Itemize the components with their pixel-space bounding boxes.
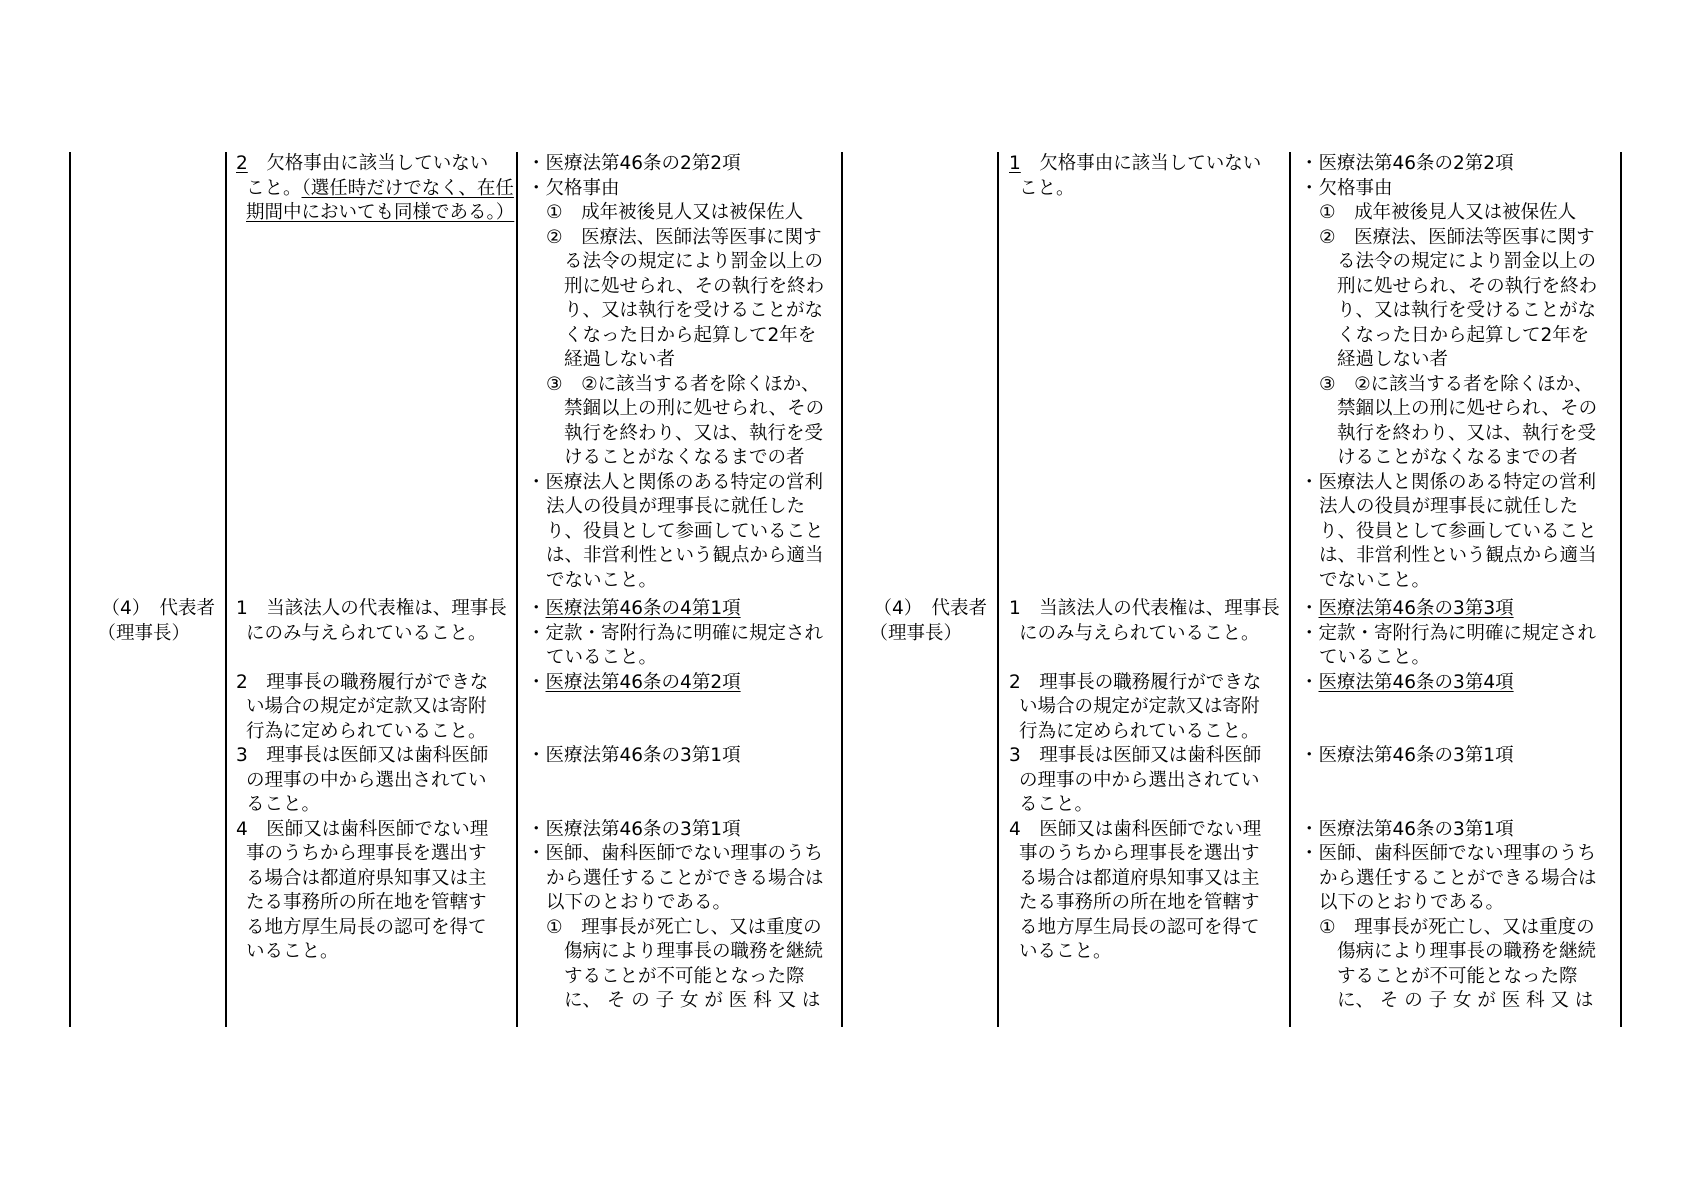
note-bullet: ・医師、歯科医師でない理事のうち: [527, 843, 824, 864]
note-line: に、 そ の 子 女 が 医 科 又 は: [1337, 990, 1594, 1011]
note-line: ていること。: [546, 647, 658, 668]
law-reference-amended: 医療法第46条の3第3項: [1318, 598, 1514, 619]
note-line: することが不可能となった際: [564, 965, 805, 987]
notes-list: ・医療法第46条の3第3項 ・定款・寄附行為に明確に規定され ていること。 ・医療法第46条の3第4項 ・医療法第46条の3第1項 ・医療法第46条の3第1項 ・医師、歯科医師でない理事のうち から選任することができる場合は 以下のとおりである。 ① 理事長が死亡し、又は重度の 傷病により理事長の職務を継続 することが不可能となった際 に、 そ の 子 女 が 医 科 又 は: [1300, 597, 1615, 1014]
law-reference: ・医療法第46条の2第2項: [1300, 153, 1514, 174]
criteria-text: こと。: [1019, 177, 1075, 199]
note-item: ③ ②に該当する者を除くほか、: [1319, 373, 1593, 395]
note-line: は、非営利性という観点から適当: [1319, 545, 1597, 566]
criteria-item-3: 3 理事長は医師又は歯科医師 の理事の中から選出されてい ること。: [1009, 745, 1262, 815]
table-border-right: [1620, 152, 1622, 1027]
note-line: 刑に処せられ、その執行を終わ: [564, 275, 825, 297]
criteria-item-4: 4 医師又は歯科医師でない理 事のうちから理事長を選出す る場合は都道府県知事又は主 たる事務所の所在地を管轄す る地方厚生局長の認可を得て いること。: [236, 818, 489, 962]
notes-list: ・医療法第46条の4第1項 ・定款・寄附行為に明確に規定され ていること。 ・医療法第46条の4第2項 ・医療法第46条の3第1項 ・医療法第46条の3第1項 ・医師、歯科医師でない理事のうち から選任することができる場合は 以下のとおりである。 ① 理事長が死亡し、又は重度の 傷病により理事長の職務を継続 することが不可能となった際 に、 そ の 子 女 が 医 科 又 は: [527, 597, 837, 1014]
law-reference-amended: 医療法第46条の3第4項: [1318, 671, 1514, 693]
section-subtitle: （理事長）: [97, 622, 190, 644]
note-line: ていること。: [1319, 647, 1431, 668]
section-number: （4）: [873, 598, 913, 619]
section-number: （4）: [101, 598, 141, 619]
note-line: 刑に処せられ、その執行を終わ: [1337, 275, 1598, 297]
criteria-item-3: 3 理事長は医師又は歯科医師 の理事の中から選出されてい ること。: [236, 745, 489, 815]
note-line: り、役員として参画していること: [1319, 520, 1597, 542]
note-line: る法令の規定により罰金以上の: [1337, 251, 1597, 272]
note-bullet: ・定款・寄附行為に明確に規定され: [527, 622, 824, 644]
note-item: ① 理事長が死亡し、又は重度の: [1319, 916, 1595, 938]
table-border-left: [69, 152, 71, 1027]
note-line: は、非営利性という観点から適当: [546, 545, 824, 566]
law-reference: ・医療法第46条の3第1項: [1300, 745, 1514, 766]
note-line: に、 そ の 子 女 が 医 科 又 は: [564, 990, 821, 1011]
note-line: 禁錮以上の刑に処せられ、その: [1337, 398, 1598, 419]
section-label-representative: [80, 597, 215, 646]
note-heading: ・欠格事由: [1300, 177, 1393, 199]
criteria-disqualification: [1009, 152, 1284, 201]
criteria-item-2: 2 理事長の職務履行ができな い場合の規定が定款又は寄附 行為に定められていること。: [236, 671, 489, 742]
note-line: 法人の役員が理事長に就任した: [1319, 496, 1579, 517]
law-reference: ・医療法第46条の3第1項: [1300, 818, 1514, 840]
note-bullet: ・医師、歯科医師でない理事のうち: [1300, 843, 1597, 864]
column-divider: [225, 152, 227, 1027]
criteria-list: [1009, 597, 1284, 965]
note-line: けることがなくなるまでの者: [564, 447, 805, 468]
criteria-item-4: 4 医師又は歯科医師でない理 事のうちから理事長を選出す る場合は都道府県知事又は主 たる事務所の所在地を管轄す る地方厚生局長の認可を得て いること。: [1009, 818, 1262, 962]
note-line: することが不可能となった際: [1337, 965, 1578, 987]
note-line: り、又は執行を受けることがな: [564, 300, 824, 321]
criteria-number: 2: [236, 153, 248, 174]
note-bullet: ・医療法人と関係のある特定の営利: [527, 471, 824, 493]
note-line: でないこと。: [546, 569, 658, 591]
note-item: ② 医療法、医師法等医事に関す: [546, 226, 822, 248]
note-item: ① 理事長が死亡し、又は重度の: [546, 916, 822, 938]
note-line: る法令の規定により罰金以上の: [564, 251, 824, 272]
section-subtitle: （理事長）: [869, 622, 962, 644]
note-line: でないこと。: [1319, 569, 1431, 591]
note-line: から選任することができる場合は: [546, 867, 824, 889]
note-line: けることがなくなるまでの者: [1337, 447, 1578, 468]
note-line: 法人の役員が理事長に就任した: [546, 496, 806, 517]
criteria-item-1: 1 当該法人の代表権は、理事長 にのみ与えられていること。: [1009, 598, 1280, 644]
law-reference: ・医療法第46条の3第1項: [527, 745, 741, 766]
note-heading: ・欠格事由: [527, 177, 620, 199]
note-line: 執行を終わり、又は、執行を受: [564, 422, 824, 444]
law-reference-amended: 医療法第46条の4第2項: [545, 671, 741, 693]
amended-text: （選任時だけでなく、在任: [301, 177, 514, 199]
note-line: 以下のとおりである。: [546, 892, 732, 913]
column-divider: [1289, 152, 1291, 1027]
criteria-disqualification: [236, 152, 515, 226]
criteria-item-2: 2 理事長の職務履行ができな い場合の規定が定款又は寄附 行為に定められていること。: [1009, 671, 1262, 742]
note-line: り、又は執行を受けることがな: [1337, 300, 1597, 321]
notes-disqualification: [1300, 152, 1615, 593]
table-border-right: [841, 152, 843, 1027]
criteria-list: [236, 597, 511, 965]
notes-disqualification: [527, 152, 837, 593]
note-line: 以下のとおりである。: [1319, 892, 1505, 913]
section-title: 代表者: [159, 598, 215, 619]
column-divider: [997, 152, 999, 1027]
note-line: 執行を終わり、又は、執行を受: [1337, 422, 1597, 444]
note-line: から選任することができる場合は: [1319, 867, 1597, 889]
law-reference: ・医療法第46条の3第1項: [527, 818, 741, 840]
section-label-representative: [850, 597, 987, 646]
note-line: くなった日から起算して2年を: [1337, 324, 1590, 346]
criteria-text: 欠格事由に該当していない: [1039, 153, 1262, 174]
note-item: ② 医療法、医師法等医事に関す: [1319, 226, 1595, 248]
note-item: ① 成年被後見人又は被保佐人: [546, 202, 804, 223]
note-item: ① 成年被後見人又は被保佐人: [1319, 202, 1577, 223]
note-line: くなった日から起算して2年を: [564, 324, 817, 346]
law-reference-amended: 医療法第46条の4第1項: [545, 598, 741, 619]
note-line: り、役員として参画していること: [546, 520, 824, 542]
note-line: 傷病により理事長の職務を継続: [1337, 941, 1597, 962]
note-item: ③ ②に該当する者を除くほか、: [546, 373, 820, 395]
note-bullet: ・定款・寄附行為に明確に規定され: [1300, 622, 1597, 644]
note-line: 傷病により理事長の職務を継続: [564, 941, 824, 962]
criteria-text: こと。: [246, 177, 302, 199]
note-bullet: ・医療法人と関係のある特定の営利: [1300, 471, 1597, 493]
law-reference: ・医療法第46条の2第2項: [527, 153, 741, 174]
note-line: 経過しない者: [564, 349, 676, 370]
criteria-number: 1: [1009, 153, 1021, 174]
amended-text: 期間中においても同様である。）: [246, 202, 515, 223]
criteria-text: 欠格事由に該当していない: [266, 153, 489, 174]
note-line: 経過しない者: [1337, 349, 1449, 370]
note-line: 禁錮以上の刑に処せられ、その: [564, 398, 825, 419]
section-title: 代表者: [931, 598, 987, 619]
column-divider: [516, 152, 518, 1027]
criteria-item-1: 1 当該法人の代表権は、理事長 にのみ与えられていること。: [236, 598, 507, 644]
